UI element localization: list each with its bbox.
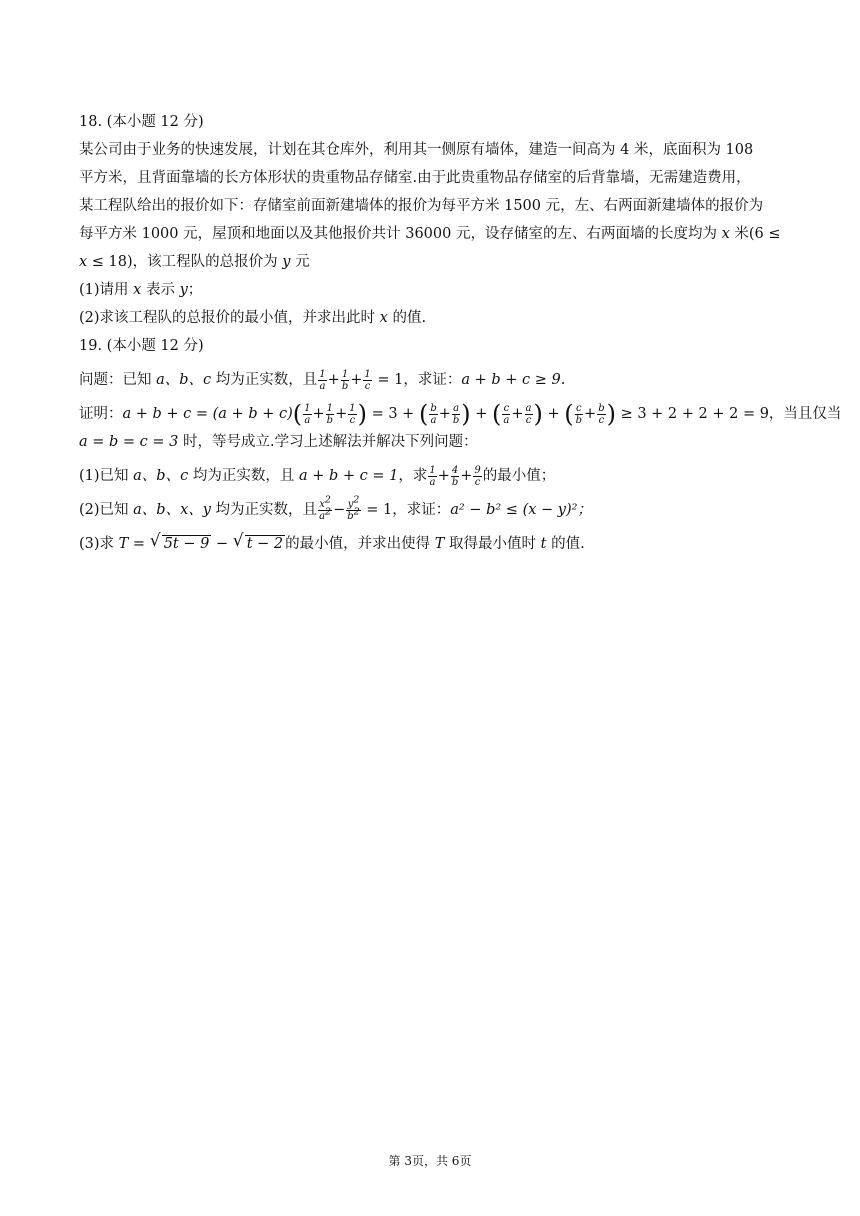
q18-paragraph-line: 某公司由于业务的快速发展，计划在其仓库外，利用其一侧原有墙体，建造一间高为 4 米，底面积为 108: [79, 142, 754, 158]
q18-paragraph-line: [79, 220, 785, 248]
text: 取得最小值时: [444, 536, 541, 552]
radicand: 5t − 9: [163, 536, 210, 552]
vars: a、b、x、y: [133, 502, 211, 518]
text: 每平方米 1000 元，屋顶和地面以及其他报价共计 36000 元，设存储室的左、右两面墙的长度均为: [79, 226, 722, 242]
fraction: $\frac{1}{c}$: [364, 368, 371, 392]
text: =: [128, 536, 150, 552]
vars: a、b、c: [156, 372, 212, 388]
fraction: $\frac{4}{b}$: [451, 464, 459, 488]
q19-proof: 证明：a + b + c = (a + b + c)( $\frac{1}{a}$ + $\frac{1}{b}$ + $\frac{1}{c}$ ) = 3 + ( $\frac{b}{a}$ + $\frac{a}{b}$ ) + ( $\frac{c}{a}$ + $\frac{a}{c}$ ) + ( $\frac{c}{b}$ + $\frac{b}{c}$ ) ≥ 3 + 2 + 2 + 2 = 9，当且仅当: [79, 400, 842, 428]
fraction: $\frac{1}{b}$: [326, 402, 334, 426]
fraction: $\frac{1}{a}$: [304, 402, 311, 426]
q19-subquestion-2: (2)已知 a、b、x、y 均为正实数，且 $\frac{x^2}{a^2}$ − $\frac{y^2}{b^2}$ = 1，求证：a² − b² ≤ (x − y)²；: [79, 494, 592, 522]
page-footer: 第 3页，共 6页: [388, 1154, 472, 1168]
text: 问题：已知: [79, 372, 157, 388]
math: a + b + c ≥ 9.: [461, 372, 566, 388]
math: a² − b² ≤ (x − y)²；: [450, 502, 592, 518]
text: 均为正实数，且: [211, 372, 318, 388]
vars: a、b、c: [133, 468, 189, 484]
var-T: T: [118, 536, 129, 552]
q18-subquestion-1: [79, 276, 785, 304]
text: ≥ 3 + 2 + 2 + 2 = 9，当且仅当: [615, 406, 842, 422]
page-content: [79, 108, 842, 558]
var-T: T: [434, 536, 445, 552]
fraction: $\frac{a}{c}$: [525, 402, 532, 426]
text: (1)请用: [79, 282, 134, 298]
text: 的值.: [387, 310, 427, 326]
text: = 1，求证：: [361, 502, 451, 518]
text: = 1，求证：: [372, 372, 462, 388]
var-x: x: [79, 254, 88, 270]
fraction: $\frac{y^2}{b^2}$: [347, 494, 360, 522]
q19-problem: 问题：已知 a、b、c 均为正实数，且 $\frac{1}{a}$ + $\frac{1}{b}$ + $\frac{1}{c}$ = 1，求证：a + b + c ≥ 9.: [79, 368, 566, 392]
q18-paragraph-line: [79, 248, 785, 276]
text: = 3 +: [366, 406, 419, 422]
text: ；: [187, 282, 203, 298]
q18-subquestion-2: [79, 304, 785, 332]
fraction: $\frac{b}{c}$: [598, 402, 605, 426]
fraction: $\frac{x^2}{a^2}$: [319, 494, 332, 522]
text: 米(6 ≤: [729, 226, 781, 242]
text: 的最小值；: [482, 468, 556, 484]
var-y: y: [282, 254, 291, 270]
fraction: $\frac{1}{b}$: [341, 368, 349, 392]
q19-header: 19. (本小题 12 分): [79, 338, 204, 354]
text: 证明：: [79, 406, 123, 422]
var-t: t: [540, 536, 547, 552]
fraction: $\frac{1}{a}$: [429, 464, 436, 488]
text: 元: [290, 254, 310, 270]
fraction: $\frac{1}{a}$: [319, 368, 326, 392]
var-y: y: [179, 282, 188, 298]
fraction: $\frac{9}{c}$: [474, 464, 481, 488]
text: 均为正实数，且: [188, 468, 299, 484]
text: 的值.: [546, 536, 585, 552]
q19-subquestion-3: [79, 530, 785, 558]
text: (3)求: [79, 536, 119, 552]
text: (2)求该工程队的总报价的最小值，并求出此时: [79, 310, 380, 326]
square-root: √ t − 2: [232, 531, 284, 552]
var-x: x: [721, 226, 730, 242]
fraction: $\frac{a}{b}$: [452, 402, 460, 426]
text: 均为正实数，且: [210, 502, 318, 518]
text: 表示: [141, 282, 180, 298]
var-x: x: [133, 282, 142, 298]
fraction: $\frac{1}{c}$: [349, 402, 356, 426]
text: 时，等号成立.学习上述解法并解决下列问题：: [178, 434, 478, 450]
square-root: √ 5t − 9: [149, 531, 210, 552]
text: 的最小值，并求出使得: [285, 536, 435, 552]
var-x: x: [379, 310, 388, 326]
math: a + b + c = 1: [298, 468, 399, 484]
radicand: t − 2: [246, 536, 284, 552]
fraction: $\frac{c}{b}$: [575, 402, 583, 426]
text: (2)已知: [79, 502, 134, 518]
text: (1)已知: [79, 468, 134, 484]
q19-subquestion-1: (1)已知 a、b、c 均为正实数，且 a + b + c = 1，求 $\frac{1}{a}$ + $\frac{4}{b}$ + $\frac{9}{c}$ 的最小值；: [79, 464, 556, 488]
fraction: $\frac{c}{a}$: [503, 402, 510, 426]
q18-paragraph-line: 某工程队给出的报价如下：存储室前面新建墙体的报价为每平方米 1500 元，左、右两面新建墙体的报价为: [79, 198, 764, 214]
text: ≤ 18)，该工程队的总报价为: [87, 254, 283, 270]
math: a = b = c = 3: [79, 434, 179, 450]
text: ，求: [398, 468, 428, 484]
text: −: [211, 536, 233, 552]
math: a + b + c = (a + b + c): [122, 406, 293, 422]
q19-proof-cont: [79, 428, 785, 456]
q18-header: 18. (本小题 12 分): [79, 114, 204, 130]
q18-paragraph-line: 平方米，且背面靠墙的长方体形状的贵重物品存储室.由于此贵重物品存储室的后背靠墙，无需建造费用，: [79, 170, 751, 186]
fraction: $\frac{b}{a}$: [430, 402, 437, 426]
